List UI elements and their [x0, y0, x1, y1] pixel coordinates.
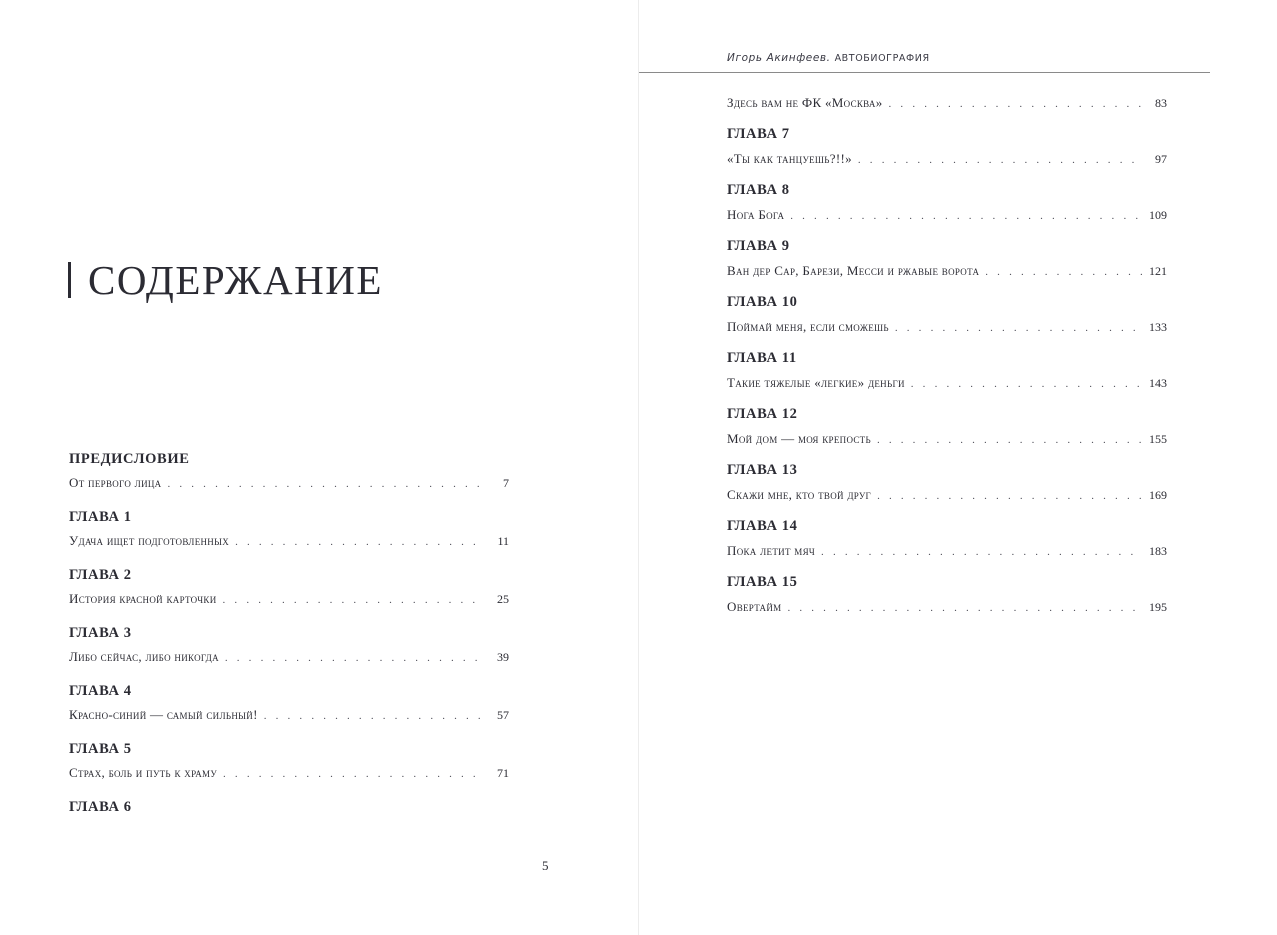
- toc-entry-title: Овертайм: [727, 599, 782, 614]
- toc-entry[interactable]: [727, 536, 1167, 566]
- toc-entry[interactable]: [69, 527, 509, 555]
- toc-chapter-heading: ГЛАВА 8: [727, 182, 790, 198]
- toc-page-number: 133: [1149, 320, 1167, 334]
- dot-leader: [911, 369, 1143, 399]
- toc-entry-title: Ван дер Сар, Барези, Месси и ржавые ворота: [727, 263, 980, 278]
- toc-chapter-heading: ГЛАВА 3: [69, 625, 132, 641]
- dot-leader: [985, 257, 1143, 287]
- toc-page-number: 57: [497, 708, 509, 722]
- dot-leader: [167, 470, 485, 498]
- toc-entry[interactable]: [727, 424, 1167, 454]
- toc-entry-title: Либо сейчас, либо никогда: [69, 649, 219, 664]
- dot-leader: [264, 702, 485, 730]
- toc-chapter-heading: ГЛАВА 2: [69, 567, 132, 583]
- toc-page-number: 195: [1149, 600, 1167, 614]
- toc-chapter-heading: ГЛАВА 5: [69, 741, 132, 757]
- toc-chapter-heading: ГЛАВА 13: [727, 462, 798, 478]
- toc-entry[interactable]: [69, 585, 509, 613]
- header-rule: [639, 72, 1210, 73]
- toc-chapter-heading: ГЛАВА 9: [727, 238, 790, 254]
- toc-page-number: 143: [1149, 376, 1167, 390]
- toc-page-number: 169: [1149, 488, 1167, 502]
- toc-entry[interactable]: [727, 312, 1167, 342]
- page-title: СОДЕРЖАНИЕ: [88, 256, 383, 303]
- running-head-author: Игорь Акинфеев.: [727, 52, 831, 64]
- toc-page-number: 97: [1155, 152, 1167, 166]
- right-page: [639, 0, 1277, 935]
- toc-chapter-heading: ГЛАВА 4: [69, 683, 132, 699]
- running-head-title: АВТОБИОГРАФИЯ: [834, 53, 930, 64]
- toc-entry-title: Скажи мне, кто твой друг: [727, 487, 872, 502]
- dot-leader: [858, 145, 1143, 175]
- dot-leader: [223, 760, 485, 788]
- dot-leader: [877, 425, 1143, 455]
- dot-leader: [889, 89, 1143, 119]
- toc-entry[interactable]: [727, 368, 1167, 398]
- toc-chapter-heading: ГЛАВА 15: [727, 574, 798, 590]
- toc-entry[interactable]: [727, 480, 1167, 510]
- toc-page-number: 25: [497, 592, 509, 606]
- toc-entry-title: «Ты как танцуешь?!!»: [727, 151, 852, 166]
- toc-chapter-heading: ПРЕДИСЛОВИЕ: [69, 451, 190, 467]
- toc-entry-title: Удача ищет подготовленных: [69, 533, 230, 548]
- toc-chapter-heading: ГЛАВА 14: [727, 518, 798, 534]
- toc-entry-title: Нога Бога: [727, 207, 785, 222]
- dot-leader: [877, 481, 1143, 511]
- dot-leader: [223, 586, 485, 614]
- toc-entry-title: Такие тяжелые «легкие» деньги: [727, 375, 905, 390]
- toc-entry[interactable]: [727, 144, 1167, 174]
- toc-page-number: 39: [497, 650, 509, 664]
- toc-page-number: 83: [1155, 96, 1167, 110]
- toc-entry-title: История красной карточки: [69, 591, 217, 606]
- toc-entry-title: Поймай меня, если сможешь: [727, 319, 889, 334]
- toc-entry-title: Здесь вам не ФК «Москва»: [727, 95, 883, 110]
- toc-chapter-heading: ГЛАВА 6: [69, 799, 132, 815]
- toc-page-number: 11: [497, 534, 509, 548]
- dot-leader: [787, 593, 1143, 623]
- toc-entry-title: От первого лица: [69, 475, 162, 490]
- left-page: [0, 0, 638, 935]
- toc-chapter-heading: ГЛАВА 12: [727, 406, 798, 422]
- toc-entry[interactable]: [727, 88, 1167, 118]
- toc-page-number: 7: [503, 476, 509, 490]
- toc-entry[interactable]: [727, 592, 1167, 622]
- dot-leader: [895, 313, 1143, 343]
- toc-entry-title: Мой дом — моя крепость: [727, 431, 871, 446]
- toc-left: [69, 449, 509, 817]
- toc-chapter-heading: ГЛАВА 7: [727, 126, 790, 142]
- toc-page-number: 109: [1149, 208, 1167, 222]
- toc-entry[interactable]: [69, 701, 509, 729]
- toc-page-number: 121: [1149, 264, 1167, 278]
- contents-heading: [68, 258, 383, 302]
- page-number: 5: [542, 858, 549, 873]
- toc-entry-title: Страх, боль и путь к храму: [69, 765, 218, 780]
- toc-entry-title: Пока летит мяч: [727, 543, 816, 558]
- toc-page-number: 155: [1149, 432, 1167, 446]
- dot-leader: [790, 201, 1143, 231]
- toc-entry[interactable]: [69, 469, 509, 497]
- toc-entry[interactable]: [69, 759, 509, 787]
- toc-entry[interactable]: [69, 643, 509, 671]
- running-head: [727, 52, 930, 64]
- toc-entry[interactable]: [727, 200, 1167, 230]
- toc-entry-title: Красно-синий — самый сильный!: [69, 707, 258, 722]
- toc-chapter-heading: ГЛАВА 1: [69, 509, 132, 525]
- toc-page-number: 71: [497, 766, 509, 780]
- toc-chapter-heading: ГЛАВА 11: [727, 350, 797, 366]
- toc-right: [727, 92, 1167, 622]
- toc-page-number: 183: [1149, 544, 1167, 558]
- heading-bar: [68, 262, 71, 298]
- dot-leader: [225, 644, 485, 672]
- dot-leader: [821, 537, 1143, 567]
- toc-entry[interactable]: [727, 256, 1167, 286]
- dot-leader: [235, 528, 485, 556]
- toc-chapter-heading: ГЛАВА 10: [727, 294, 798, 310]
